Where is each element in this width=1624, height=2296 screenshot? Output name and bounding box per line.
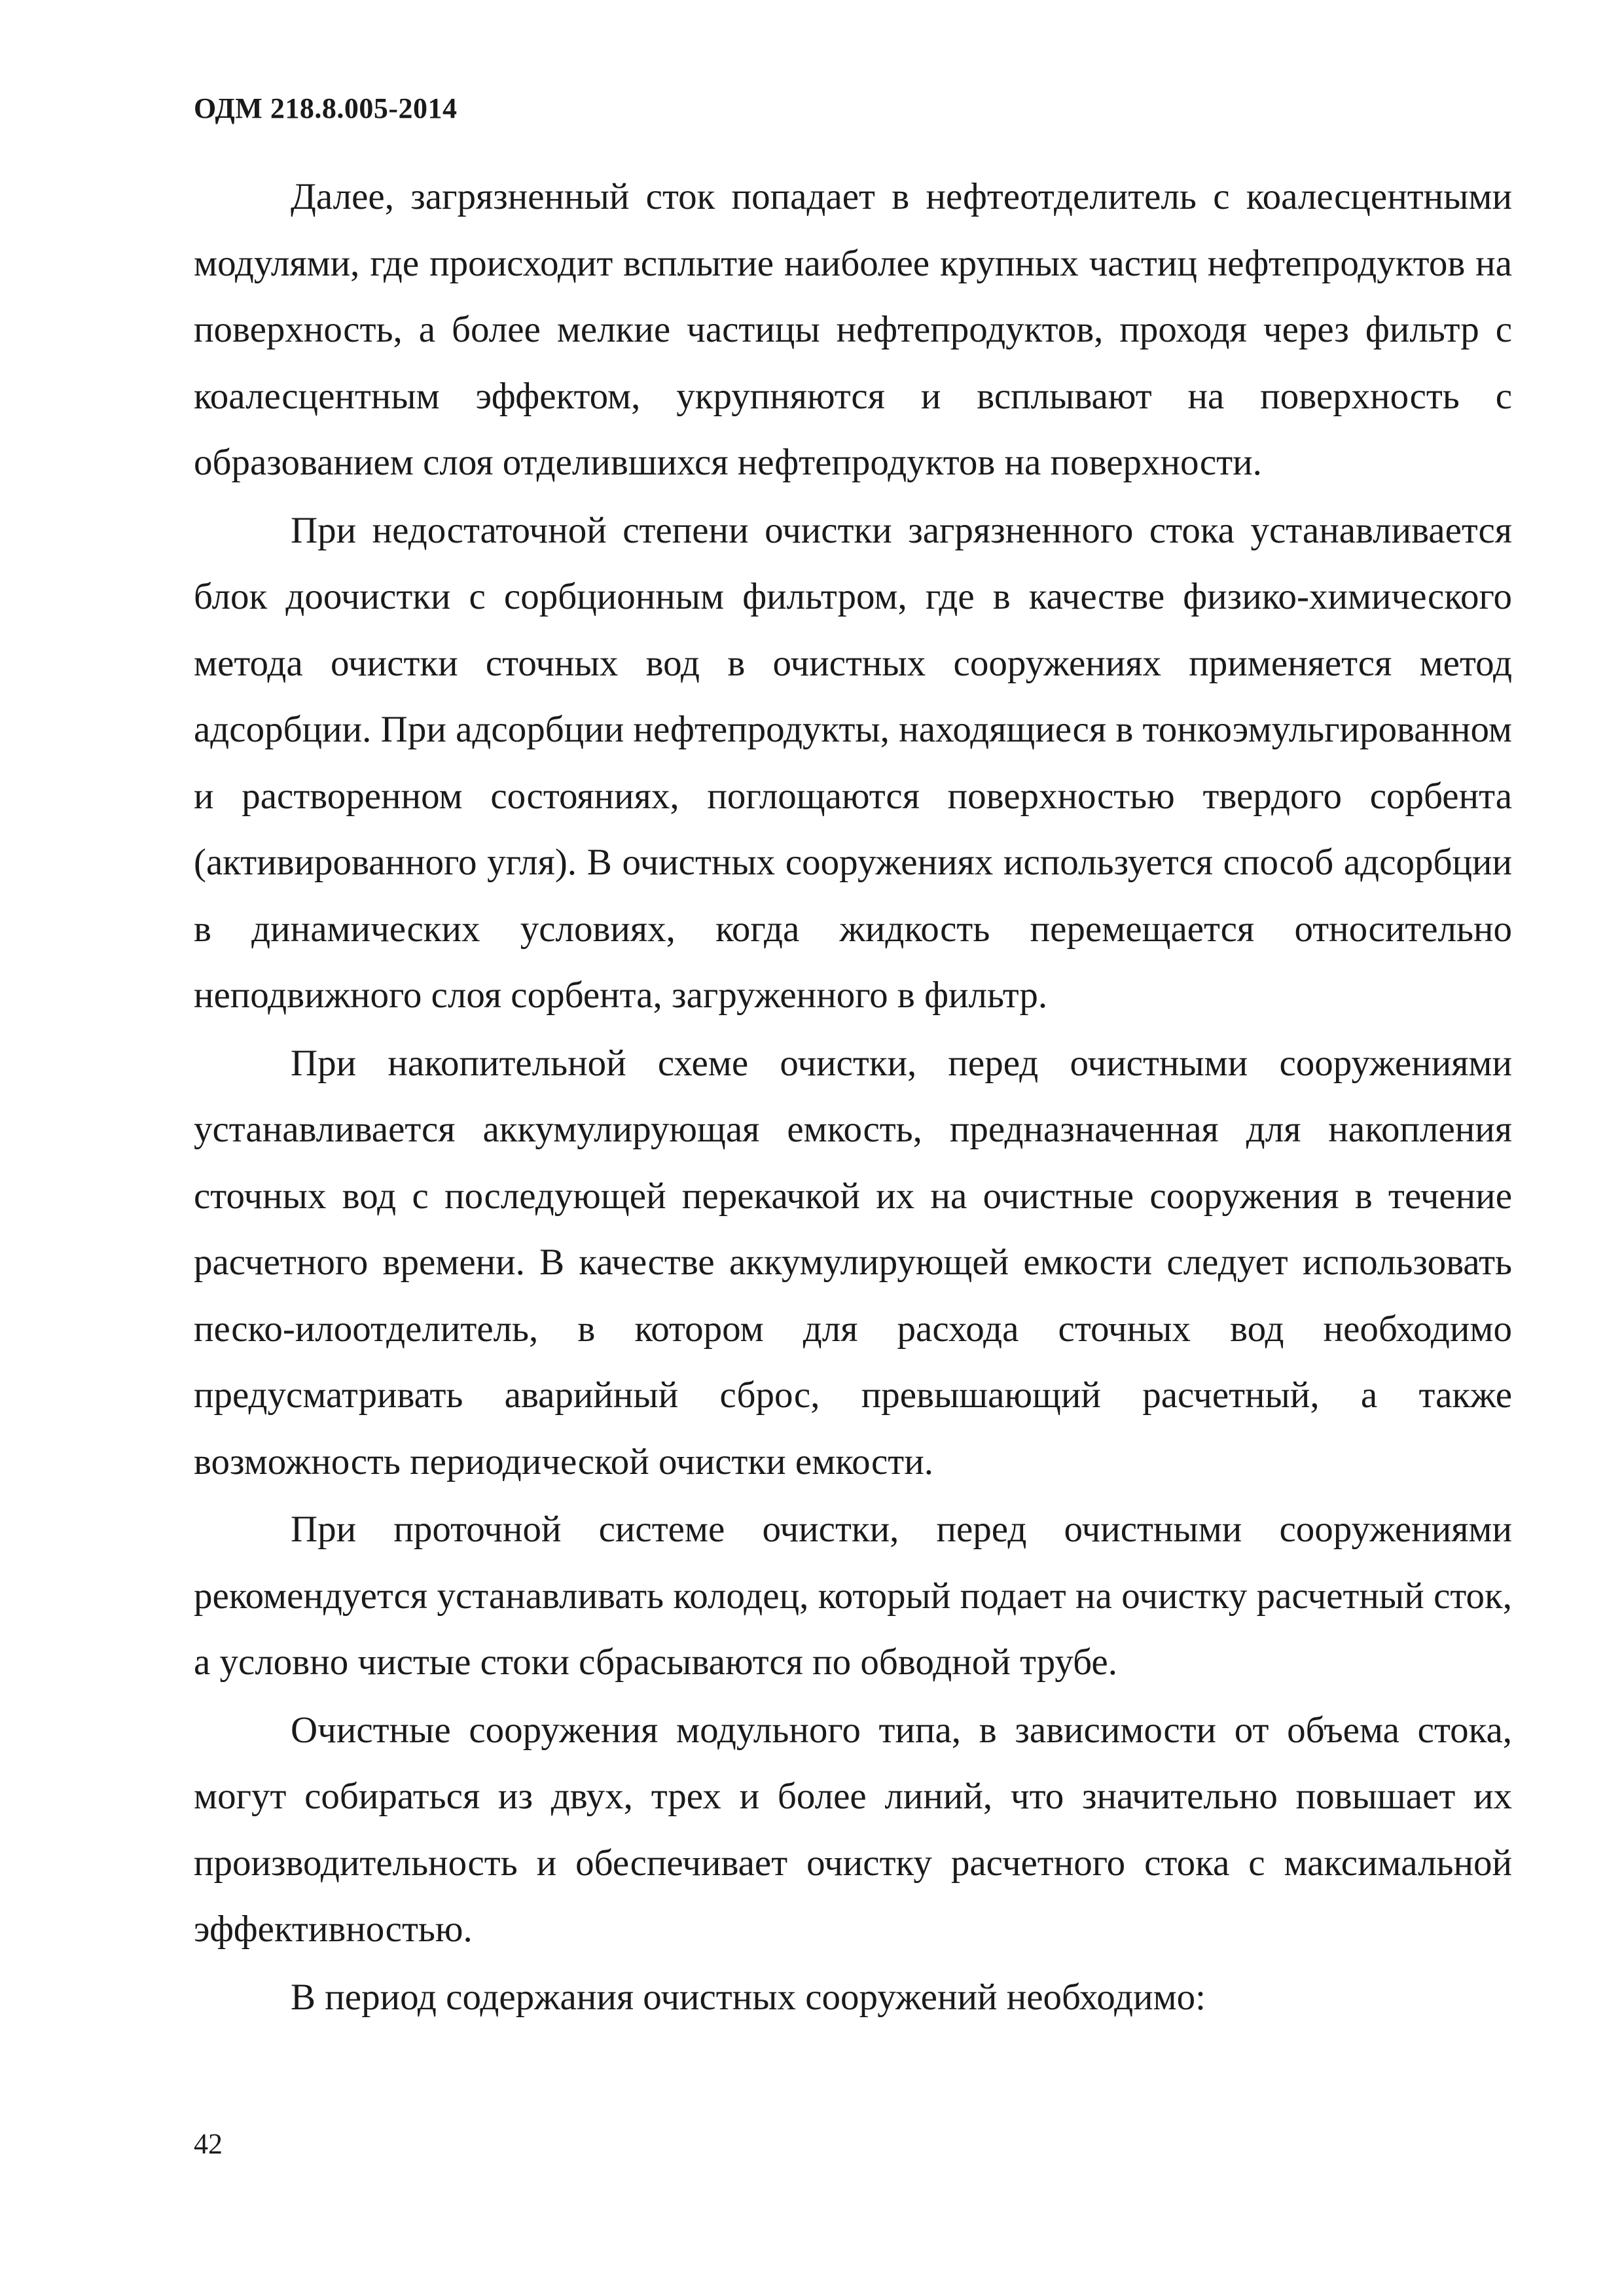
page-number: 42 [194, 2128, 223, 2160]
document-body [194, 164, 1512, 2032]
paragraph-flow-through-system: При проточной системе очистки, перед очистными сооружениями рекомендуется устанавливать колодец, который подает на очистку расчетный сток, а условно чистые стоки сбрасываются по обводной трубе. [194, 1509, 1512, 1683]
paragraph-modular-facilities: Очистные сооружения модульного типа, в зависимости от объема стока, могут собираться из двух, трех и более линий, что значительно повышает их производительность и обеспечивает очистку расчетного стока с максимальной эффективностью. [194, 1709, 1512, 1950]
paragraph-maintenance-intro: В период содержания очистных сооружений необходимо: [291, 1976, 1206, 2018]
document-code-header: ОДМ 218.8.005-2014 [194, 92, 458, 124]
paragraph-sorption-filter: При недостаточной степени очистки загрязненного стока устанавливается блок доочистки с сорбционным фильтром, где в качестве физико-химического метода очистки сточных вод в очистных сооружениях применяется метод адсорбции. При адсорбции нефтепродукты, находящиеся в тонкоэмульгированном и растворенном состояниях, поглощаются поверхностью твердого сорбента (активированного угля). В очистных сооружениях используется способ адсорбции в динамических условиях, когда жидкость перемещается относительно неподвижного слоя сорбента, загруженного в фильтр. [194, 509, 1512, 1016]
paragraph-coalescent-separator: Далее, загрязненный сток попадает в нефтеотделитель с коалесцентными модулями, где происходит всплытие наиболее крупных частиц нефтепродуктов на поверхность, а более мелкие частицы нефтепродуктов, проходя через фильтр с коалесцентным эффектом, укрупняются и всплывают на поверхность с образованием слоя отделившихся нефтепродуктов на поверхности. [194, 176, 1512, 483]
paragraph-accumulation-scheme: При накопительной схеме очистки, перед очистными сооружениями устанавливается аккумулирующая емкость, предназначенная для накопления сточных вод с последующей перекачкой их на очистные сооружения в течение расчетного времени. В качестве аккумулирующей емкости следует использовать песко-илоотделитель, в котором для расхода сточных вод необходимо предусматривать аварийный сброс, превышающий расчетный, а также возможность периодической очистки емкости. [194, 1042, 1512, 1482]
